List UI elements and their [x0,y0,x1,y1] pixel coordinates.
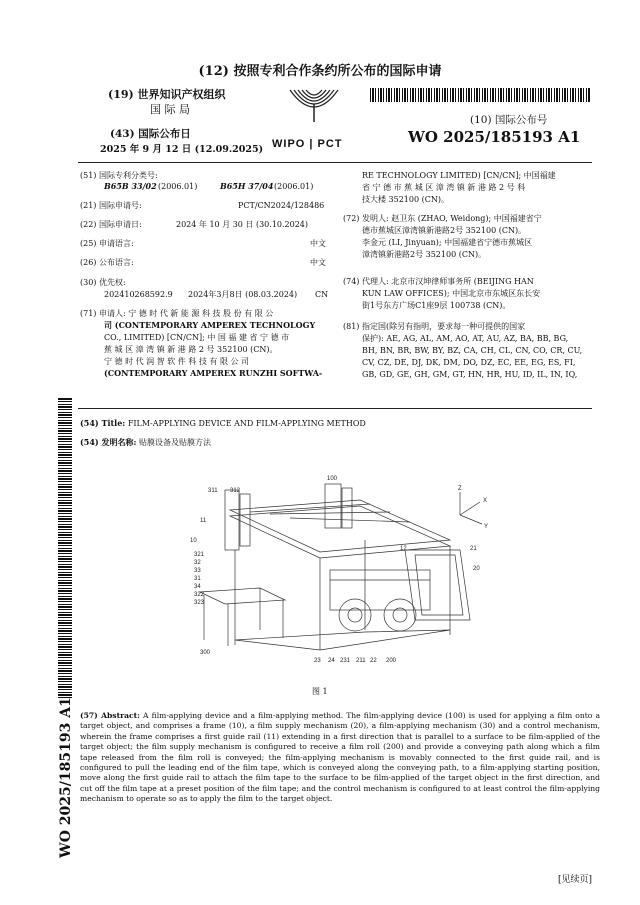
applicant-line: 司 (CONTEMPORARY AMPEREX TECHNOLOGY [104,320,316,330]
fig-label: 31 [194,576,201,582]
org-bureau: 国 际 局 [150,103,190,116]
ipc-date-2: (2006.01) [274,182,314,191]
title-divider [78,408,592,409]
app-no-label: (21) 国际申请号: [80,201,142,210]
ipc-code-1: B65B 33/02 [104,181,157,191]
fig-label: 20 [473,566,480,572]
fig-label: 33 [194,568,201,574]
pub-lang-value: 中文 [310,258,326,267]
filing-lang-label: (25) 申请语言: [80,239,134,248]
fig-label: 21 [470,546,477,552]
fig-label: 321 [194,552,205,558]
inventor-line: 李金元 (LI, Jinyuan); 中国福建省宁德市蕉城区 [362,238,533,247]
fig-label: 322 [194,592,205,598]
wipo-logo-icon [280,84,348,140]
pub-date-value: 2025 年 9 月 12 日 (12.09.2025) [100,144,264,155]
abstract-label: (57) Abstract: [80,711,140,720]
abstract-text: A film-applying device and a film-applying method. The film-applying device (100) is used for applying a film onto a target object, and comprises a frame (10), a film supply mechanism (20), a film-applying mechanism (30) and a control mechanism, wherein the frame comprises a first guide rail (11) extending in a first direction that is parallel to a surface to be film-applied of the target object; the film supply mechanism is configured to receive a film roll (200) and provide a conveying path along which a film tape released from the film roll is conveyed; the film-applying mechanism is movably connected to the first guide rail, and is configured to pull the leading end of the film tape, which is conveyed along the conveying path, to a film-applying starting position, move along the first guide rail to attach the film tape to the surface to be film-applied of the target object in the first direction, and cut off the film tape at a preset position of the film tape; and the control mechanism is configured to at least control the film-applying mechanism to operate so as to apply the film to the target object. [80,711,600,804]
pub-date-label: (43) 国际公布日 [110,128,191,140]
designated-states-line: BH, BN, BR, BW, BY, BZ, CA, CH, CL, CN, CO, CR, CU, [362,346,583,355]
ipc-date-1: (2006.01) [158,182,198,191]
priority-label: (30) 优先权: [80,278,126,287]
ipc-label: (51) 国际专利分类号: [80,171,158,180]
continued-note: [见续页] [558,875,593,885]
applicant-line: 蕉 城 区 漳 湾 镇 新 港 路 2 号 352100 (CN)。 [104,345,278,354]
priority-date: 2024年3月8日 (08.03.2024) [188,290,298,299]
pub-number: WO 2025/185193 A1 [408,128,581,146]
agent-line: (74) 代理人: 北京市汉坤律师事务所 (BEIJING HAN [343,277,534,286]
filing-lang-value: 中文 [310,239,326,248]
document-title: (12) 按照专利合作条约所公布的国际申请 [198,64,442,79]
fig-label: 100 [327,476,338,482]
applicant-cont-line: 技大楼 352100 (CN)。 [362,195,449,204]
fig-label: 300 [200,650,211,656]
priority-number: 202410268592.9 [104,290,173,299]
agent-line: KUN LAW OFFICES); 中国北京市东城区东长安 [362,289,541,298]
inventor-line: 德市蕉城区漳湾镇新港路2号 352100 (CN)。 [362,226,527,235]
header-divider [78,162,592,163]
agent-line: 街1号东方广场C1座9层 100738 (CN)。 [362,301,511,310]
ipc-code-2: B65H 37/04 [220,181,274,191]
side-barcode-icon [58,398,72,698]
figure-caption: 图 1 [312,687,328,696]
title-en: FILM-APPLYING DEVICE AND FILM-APPLYING METHOD [127,419,366,428]
fig-label: 231 [340,658,351,664]
designated-states-line: GB, GD, GE, GH, GM, GT, HN, HR, HU, ID, IL, IN, IQ, [362,370,578,379]
wipo-logo-text: WIPO | PCT [272,138,343,150]
fig-label: 11 [200,518,207,524]
applicant-cont-line: RE TECHNOLOGY LIMITED) [CN/CN]; 中国福建 [362,171,556,180]
pub-number-label: (10) 国际公布号 [470,114,548,126]
title-cn: 贴膜设备及贴膜方法 [139,438,211,447]
fig-label: 312 [230,488,241,494]
applicant-line: 宁 德 时 代 润 智 软 件 科 技 有 限 公 司 [104,357,250,366]
applicant-line: (CONTEMPORARY AMPEREX RUNZHI SOFTWA- [104,368,323,378]
title-en-label: (54) Title: [80,418,126,428]
fig-label: 22 [370,658,377,664]
fig-label: X [483,498,488,504]
filing-date-value: 2024 年 10 月 30 日 (30.10.2024) [176,220,309,229]
fig-label: 10 [190,538,197,544]
designated-states-line: CV, CZ, DE, DJ, DK, DM, DO, DZ, EC, EE, EG, ES, FI, [362,358,576,367]
title-cn-label: (54) 发明名称: [80,437,137,447]
designated-states-line: 保护): AE, AG, AL, AM, AO, AT, AU, AZ, BA, BB, BG, [362,334,569,343]
abstract [80,711,600,805]
barcode-icon [370,88,590,102]
fig-label: 32 [194,560,201,566]
designated-states-line: (81) 指定国(除另有指明，要求每一种可提供的国家 [343,322,526,331]
fig-label: 12 [400,546,407,552]
side-publication-id: WO 2025/185193 A1 [58,697,74,858]
priority-country: CN [315,290,329,299]
fig-label: 211 [356,658,366,664]
fig-label: 311 [208,488,218,494]
applicant-line: CO., LIMITED) [CN/CN]; 中 国 福 建 省 宁 德 市 [104,333,290,342]
org-name: (19) 世界知识产权组织 [108,88,226,101]
inventor-line: (72) 发明人: 赵卫东 (ZHAO, Weidong); 中国福建省宁 [343,214,542,223]
patent-figure [190,470,500,670]
fig-label: 24 [328,658,335,664]
inventor-line: 漳湾镇新港路2号 352100 (CN)。 [362,250,487,259]
pub-lang-label: (26) 公布语言: [80,258,134,267]
app-no-value: PCT/CN2024/128486 [238,201,325,210]
applicant-cont-line: 省 宁 德 市 蕉 城 区 漳 湾 镇 新 港 路 2 号 科 [362,183,526,192]
fig-label: Z [458,486,462,492]
fig-label: 200 [386,658,397,664]
fig-label: 23 [314,658,321,664]
applicant-line: (71) 申请人: 宁 德 时 代 新 能 源 科 技 股 份 有 限 公 [80,309,274,318]
filing-date-label: (22) 国际申请日: [80,220,142,229]
fig-label: Y [484,524,489,530]
fig-label: 34 [194,584,201,590]
fig-label: 323 [194,600,205,606]
